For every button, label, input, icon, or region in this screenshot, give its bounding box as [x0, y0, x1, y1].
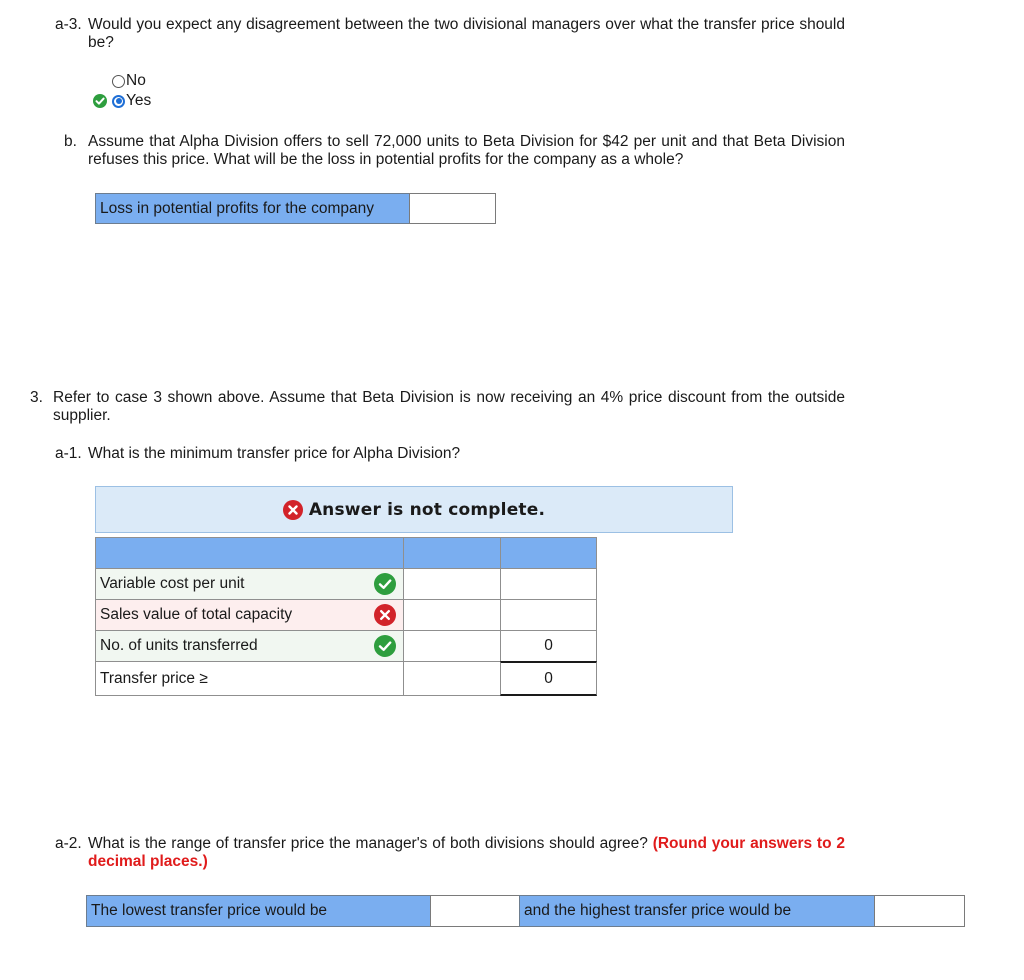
- table-header-col2: [500, 537, 597, 569]
- row-units-transferred-input-1[interactable]: [403, 630, 501, 662]
- question-3: [30, 389, 845, 425]
- question-3-number: 3.: [30, 389, 43, 406]
- loss-input[interactable]: [409, 193, 496, 224]
- highest-price-label: and the highest transfer price would be: [519, 895, 875, 927]
- question-a2-text: What is the range of transfer price the manager's of both divisions should agree?: [88, 835, 648, 852]
- question-a1: [55, 445, 845, 463]
- option-yes-label: Yes: [126, 92, 152, 109]
- check-icon: [93, 94, 107, 108]
- highest-price-input[interactable]: [874, 895, 965, 927]
- option-yes[interactable]: [93, 92, 151, 110]
- question-a1-text: What is the minimum transfer price for Alpha Division?: [88, 445, 461, 462]
- question-a3: [55, 16, 845, 52]
- question-a3-text: Would you expect any disagreement between the two divisional managers over what the transfer price should be?: [88, 16, 845, 51]
- table-header-label: [95, 537, 404, 569]
- row-transfer-price-total: 0: [500, 661, 597, 696]
- loss-label: Loss in potential profits for the company: [95, 193, 410, 224]
- question-a2-number: a-2.: [55, 835, 82, 852]
- question-b-number: b.: [64, 133, 77, 150]
- row-sales-value-label: Sales value of total capacity: [100, 606, 293, 623]
- rounding-note: (Round your answers to 2 decimal places.): [88, 835, 845, 870]
- row-variable-cost-input-2[interactable]: [500, 568, 597, 600]
- check-icon: [374, 573, 396, 595]
- option-no-label: No: [126, 72, 146, 89]
- row-units-transferred-input-2[interactable]: 0: [500, 630, 597, 662]
- row-variable-cost-label: Variable cost per unit: [100, 575, 245, 592]
- row-sales-value-input-1[interactable]: [403, 599, 501, 631]
- table-row-label: [95, 661, 404, 696]
- row-sales-value-input-2[interactable]: [500, 599, 597, 631]
- table-row-label: [95, 599, 404, 631]
- table-row-label: [95, 568, 404, 600]
- question-a3-number: a-3.: [55, 16, 82, 33]
- lowest-price-label: The lowest transfer price would be: [86, 895, 431, 927]
- error-icon: [283, 500, 303, 520]
- row-transfer-price-label: Transfer price ≥: [100, 669, 208, 687]
- radio-no[interactable]: [112, 75, 125, 88]
- table-header-col1: [403, 537, 501, 569]
- error-icon: [374, 604, 396, 626]
- lowest-price-input[interactable]: [430, 895, 520, 927]
- answer-status-text: Answer is not complete.: [308, 499, 546, 520]
- table-row-label: [95, 630, 404, 662]
- radio-yes[interactable]: [112, 95, 125, 108]
- question-b-text: Assume that Alpha Division offers to sell 72,000 units to Beta Division for $42 per unit and that Beta Division refuses this price. What will be the loss in potential profits for the company as a whole?: [88, 133, 845, 168]
- question-b: [64, 133, 845, 169]
- question-3-text: Refer to case 3 shown above. Assume that Beta Division is now receiving an 4% price discount from the outside supplier.: [53, 389, 845, 424]
- question-a1-number: a-1.: [55, 445, 82, 462]
- check-icon: [374, 635, 396, 657]
- row-variable-cost-input-1[interactable]: [403, 568, 501, 600]
- row-transfer-price-input-1: [403, 661, 501, 696]
- answer-status-banner: [95, 486, 733, 533]
- option-no[interactable]: [112, 72, 146, 90]
- question-a2-body: [88, 835, 845, 871]
- row-units-transferred-label: No. of units transferred: [100, 637, 258, 654]
- question-a2: [55, 835, 845, 871]
